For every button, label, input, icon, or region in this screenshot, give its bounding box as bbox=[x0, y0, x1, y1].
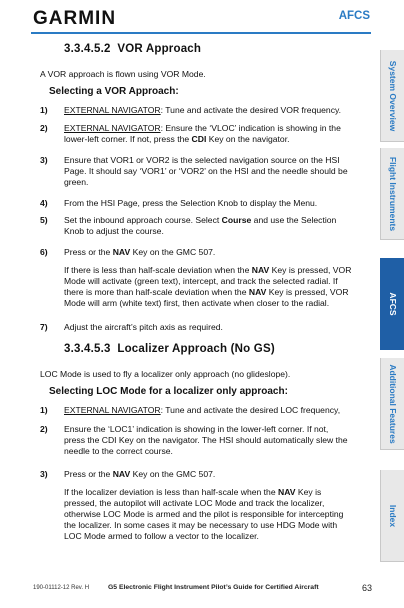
footer-doc-number: 190-01112-12 Rev. H bbox=[33, 585, 90, 591]
footer-title: G5 Electronic Flight Instrument Pilot’s Guide for Certified Aircraft bbox=[108, 584, 319, 591]
vor-intro: A VOR approach is flown using VOR Mode. bbox=[40, 69, 206, 79]
logo-text: GARMIN bbox=[33, 8, 117, 29]
loc-step2-num: 2) bbox=[40, 424, 48, 434]
vor-step4: From the HSI Page, press the Selection Knob to display the Menu. bbox=[64, 198, 318, 208]
vor-step4-num: 4) bbox=[40, 198, 48, 208]
vor-step3: Ensure that VOR1 or VOR2 is the selected navigation source on the HSI Page. It should say ‘VOR1’ or ‘VOR2’ on the HSI and the needle should be green. bbox=[64, 155, 348, 187]
vor-step2-num: 2) bbox=[40, 123, 48, 133]
vor-step5-num: 5) bbox=[40, 215, 48, 225]
garmin-logo bbox=[33, 8, 116, 30]
loc-heading: 3.3.4.5.3 Localizer Approach (No GS) bbox=[64, 343, 275, 355]
vor-step6-num: 6) bbox=[40, 247, 48, 257]
vor-step6-detail: If there is less than half-scale deviation when the NAV Key is pressed, VOR Mode will activate (green text), intercept, and track the selected radial. If there is more than half-scale deviation when the NAV Key is pressed, VOR Mode will arm (white text) first, then activate when closer to the radial. bbox=[64, 265, 352, 308]
vor-step1-num: 1) bbox=[40, 105, 48, 115]
loc-step1-num: 1) bbox=[40, 405, 48, 415]
loc-step3-detail: If the localizer deviation is less than half-scale when the NAV Key is pressed, the autopilot will activate LOC Mode and track the localizer, otherwise LOC Mode is armed and the pilot is responsible for intercepting the localizer. In some cases it may be necessary to use HDG Mode with LOC Mode armed to follow a vector to the localizer. bbox=[64, 487, 344, 541]
loc-step2: Ensure the ‘LOC1’ indication is showing in the lower-left corner. If not, press the CDI Key on the navigator. The HSI should automatically slew the needle to the correct course. bbox=[64, 424, 348, 456]
tab-system-overview[interactable]: System Overview bbox=[380, 50, 404, 142]
loc-step1: EXTERNAL NAVIGATOR: Tune and activate the desired LOC frequency, bbox=[64, 405, 341, 415]
vor-step3-num: 3) bbox=[40, 155, 48, 165]
header-rule bbox=[31, 32, 371, 34]
page-number: 63 bbox=[362, 583, 373, 593]
tab-flight-instruments[interactable]: Flight Instruments bbox=[380, 148, 404, 240]
loc-subheading: Selecting LOC Mode for a localizer only approach: bbox=[49, 386, 288, 397]
vor-heading: 3.3.4.5.2 VOR Approach bbox=[64, 43, 202, 55]
tab-index[interactable]: Index bbox=[380, 470, 404, 562]
vor-step5: Set the inbound approach course. Select Course and use the Selection Knob to adjust the course. bbox=[64, 215, 337, 236]
loc-step3-num: 3) bbox=[40, 469, 48, 479]
loc-intro: LOC Mode is used to fly a localizer only approach (no glideslope). bbox=[40, 369, 291, 379]
vor-step7: Adjust the aircraft’s pitch axis as required. bbox=[64, 322, 223, 332]
loc-step3: Press or the NAV Key on the GMC 507. bbox=[64, 469, 216, 479]
vor-step1: EXTERNAL NAVIGATOR: Tune and activate the desired VOR frequency. bbox=[64, 105, 342, 115]
tab-afcs[interactable]: AFCS bbox=[380, 258, 404, 350]
vor-step7-num: 7) bbox=[40, 322, 48, 332]
header-section-title: AFCS bbox=[338, 10, 370, 22]
vor-step2: EXTERNAL NAVIGATOR: Ensure the ‘VLOC’ indication is showing in the lower-left corner. If not, press the CDI Key on the navigator. bbox=[64, 123, 341, 144]
tab-additional-features[interactable]: Additional Features bbox=[380, 358, 404, 450]
vor-subheading: Selecting a VOR Approach: bbox=[49, 86, 179, 97]
vor-step6: Press or the NAV Key on the GMC 507. bbox=[64, 247, 216, 257]
